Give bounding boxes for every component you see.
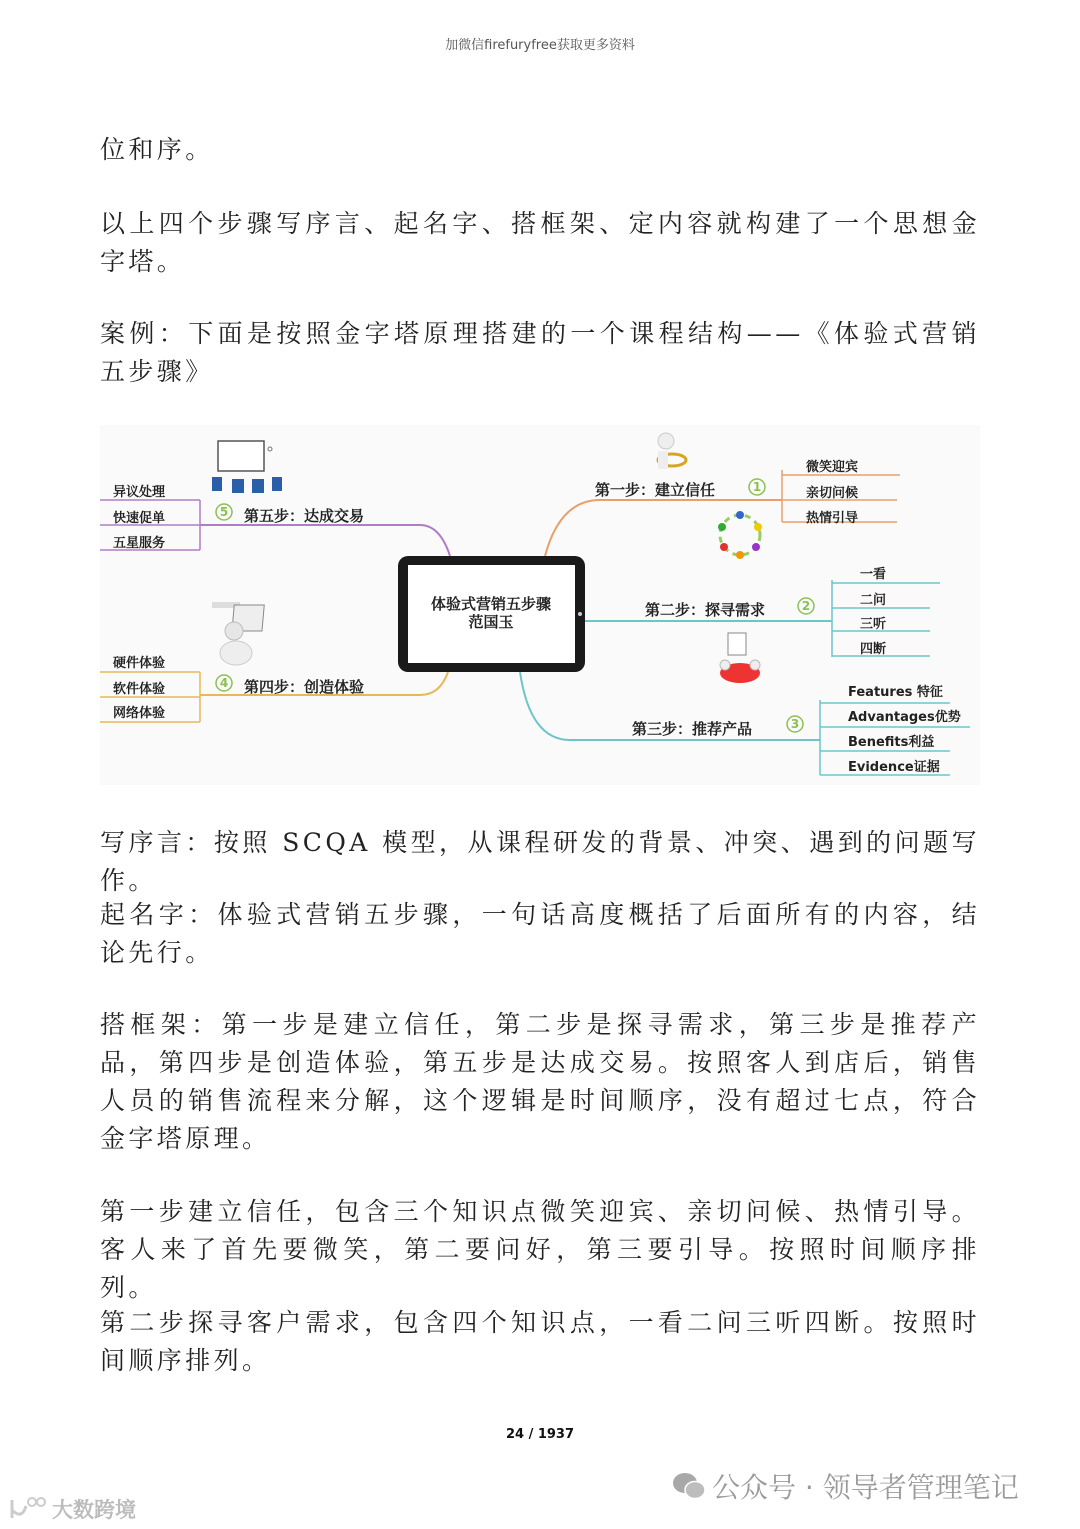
sub-item: Advantages优势 <box>848 710 961 725</box>
sub-item: 微笑迎宾 <box>806 460 859 475</box>
paragraph: 第二步探寻客户需求，包含四个知识点，一看二问三听四断。按照时间顺序排列。 <box>100 1308 980 1375</box>
step-4-label: 第四步：创造体验 <box>244 678 365 696</box>
step-3-label: 第三步：推荐产品 <box>632 720 753 738</box>
sub-item: 硬件体验 <box>113 656 166 671</box>
step-5-items <box>113 484 166 551</box>
sub-item: Features 特征 <box>848 685 943 700</box>
paragraph: 案例：下面是按照金字塔原理搭建的一个课程结构——《体验式营销五步骤》 <box>100 319 980 386</box>
paragraph: 写序言：按照 SCQA 模型，从课程研发的背景、冲突、遇到的问题写作。 <box>100 828 980 895</box>
sub-item: Evidence证据 <box>848 760 940 775</box>
mind-map-figure <box>100 425 980 785</box>
sub-item: 二问 <box>860 593 887 608</box>
sub-item: 三听 <box>860 617 887 632</box>
sub-item: 四断 <box>860 642 887 657</box>
sub-item: 五星服务 <box>113 536 166 551</box>
step-4-items <box>113 655 165 721</box>
step-3-number: 3 <box>790 717 800 731</box>
sub-item: 快速促单 <box>113 511 166 526</box>
wechat-icon <box>672 1471 706 1501</box>
watermark-left-text: 大数跨境 <box>52 1498 136 1522</box>
paragraph: 位和序。 <box>100 135 214 164</box>
step-5-label: 第五步：达成交易 <box>244 507 365 525</box>
paragraph: 第一步建立信任，包含三个知识点微笑迎宾、亲切问候、热情引导。客人来了首先要微笑，第二要问好，第三要引导。按照时间顺序排列。 <box>100 1197 980 1302</box>
sub-item: Benefits利益 <box>848 735 935 750</box>
page-number: 24 / 1937 <box>505 1427 575 1442</box>
step-4-number: 4 <box>219 676 229 690</box>
sub-item: 一看 <box>860 567 887 582</box>
center-node <box>398 556 585 672</box>
step-1-label: 第一步：建立信任 <box>595 481 716 499</box>
paragraph: 以上四个步骤写序言、起名字、搭框架、定内容就构建了一个思想金字塔。 <box>100 209 980 276</box>
sub-item: 网络体验 <box>113 706 166 721</box>
watermark-left <box>8 1494 136 1524</box>
step-2-number: 2 <box>801 599 811 613</box>
step-5-number: 5 <box>219 505 229 519</box>
paragraph: 起名字：体验式营销五步骤，一句话高度概括了后面所有的内容，结论先行。 <box>100 900 980 967</box>
paragraph: 搭框架：第一步是建立信任，第二步是探寻需求，第三步是推荐产品，第四步是创造体验，第五步是达成交易。按照客人到店后，销售人员的销售流程来分解，这个逻辑是时间顺序，没有超过七点，符合金字塔原理。 <box>100 1010 980 1153</box>
step-1-number: 1 <box>752 480 762 494</box>
step-1-items <box>806 459 858 526</box>
watermark-right-text: 公众号 · 领导者管理笔记 <box>712 1471 1019 1504</box>
sub-item: 异议处理 <box>113 485 166 500</box>
watermark-right <box>672 1466 1019 1506</box>
brand-logo-icon <box>8 1496 48 1522</box>
sub-item: 软件体验 <box>113 682 166 697</box>
center-subtitle: 范国玉 <box>468 613 514 631</box>
sub-item: 热情引导 <box>806 511 859 526</box>
center-title: 体验式营销五步骤 <box>430 595 552 613</box>
sub-item: 亲切问候 <box>806 486 859 501</box>
step-2-label: 第二步：探寻需求 <box>645 601 766 619</box>
header-note: 加微信firefuryfree获取更多资料 <box>445 38 635 53</box>
